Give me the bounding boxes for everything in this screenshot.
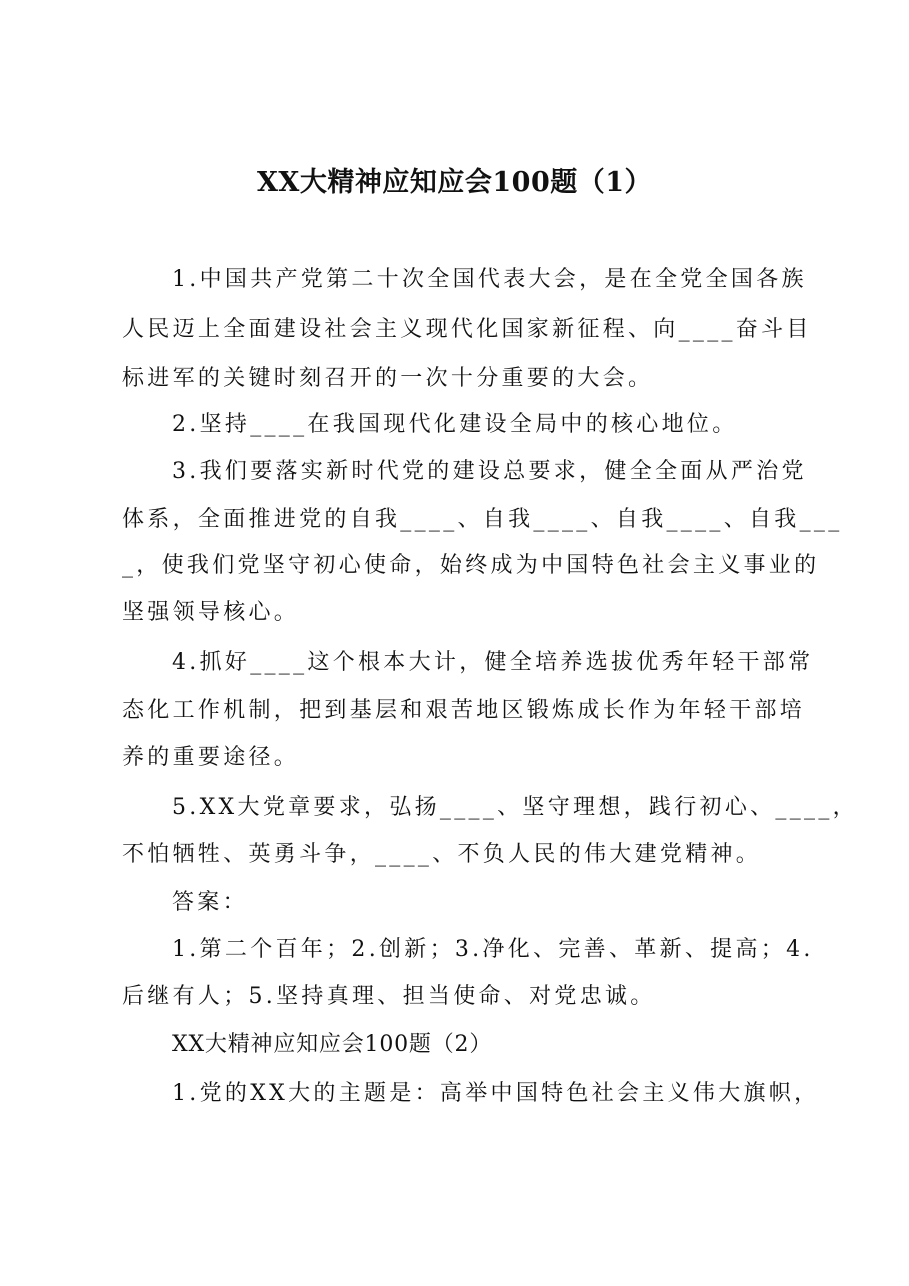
section-2-question-1-line-1: 1.党的XX大的主题是：高举中国特色社会主义伟大旗帜， xyxy=(172,1081,820,1106)
question-4-line-2: 态化工作机制，把到基层和艰苦地区锻炼成长作为年轻干部培 xyxy=(122,698,806,723)
answer-line-2: 后继有人；5.坚持真理、担当使命、对党忠诚。 xyxy=(122,984,656,1009)
question-3-line-3: _，使我们党坚守初心使命，始终成为中国特色社会主义事业的 xyxy=(122,553,820,578)
question-3-line-1: 3.我们要落实新时代党的建设总要求，健全全面从严治党 xyxy=(172,459,807,484)
section-2-heading: XX大精神应知应会100题（2） xyxy=(172,1032,493,1057)
question-5-line-1: 5.XX大党章要求，弘扬____、坚守理想，践行初心、____， xyxy=(172,795,858,820)
question-4-line-3: 养的重要途径。 xyxy=(122,745,300,770)
answer-line-1: 1.第二个百年；2.创新；3.净化、完善、革新、提高；4. xyxy=(172,937,814,962)
question-1-line-1: 1.中国共产党第二十次全国代表大会，是在全党全国各族 xyxy=(172,267,807,292)
answer-heading: 答案： xyxy=(172,890,248,915)
question-2-line-1: 2.坚持____在我国现代化建设全局中的核心地位。 xyxy=(172,412,738,437)
document-title: XX大精神应知应会100题（1） xyxy=(256,167,653,198)
question-4-line-1: 4.抓好____这个根本大计，健全培养选拔优秀年轻干部常 xyxy=(172,650,814,675)
question-3-line-2: 体系，全面推进党的自我____、自我____、自我____、自我___ xyxy=(122,507,843,532)
question-3-line-4: 坚强领导核心。 xyxy=(122,600,300,625)
question-1-line-2: 人民迈上全面建设社会主义现代化国家新征程、向____奋斗目 xyxy=(122,317,812,342)
question-5-line-2: 不怕牺牲、英勇斗争，____、不负人民的伟大建党精神。 xyxy=(122,842,762,867)
question-1-line-3: 标进军的关键时刻召开的一次十分重要的大会。 xyxy=(122,366,654,391)
